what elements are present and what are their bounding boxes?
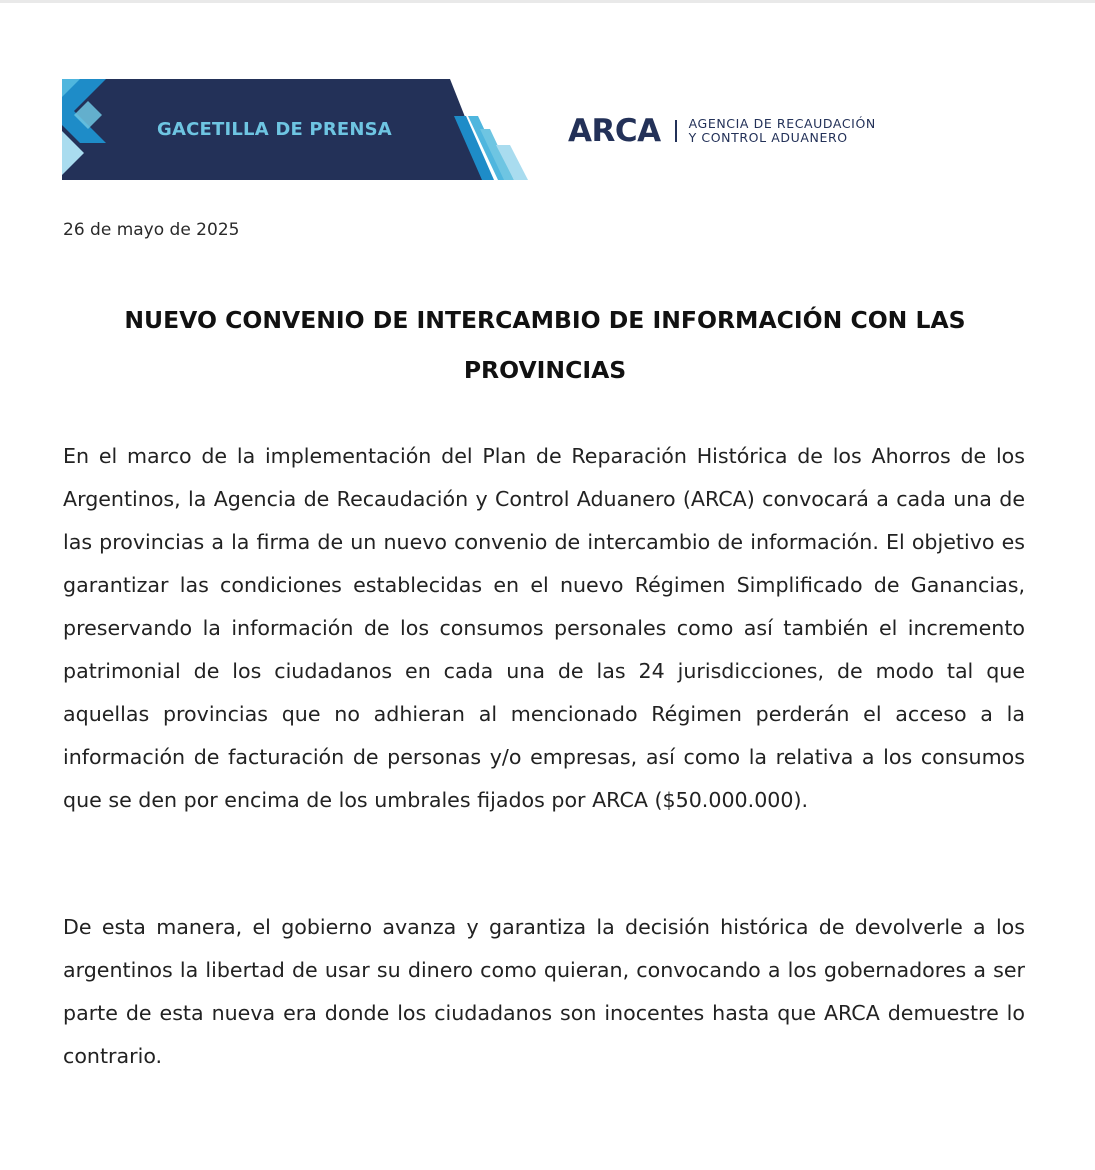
arca-logo	[568, 108, 876, 154]
brand-name: ARCA	[568, 113, 661, 149]
press-release-banner	[62, 79, 530, 180]
document-date: 26 de mayo de 2025	[63, 220, 240, 240]
brand-subtitle-line1: AGENCIA DE RECAUDACIÓN	[688, 116, 876, 131]
body-paragraph-2: De esta manera, el gobierno avanza y garantiza la decisión histórica de devolverle a los argentinos la libertad de usar su dinero como quieran, convocando a los gobernadores a ser parte de esta nueva era donde los ciudadanos son inocentes hasta que ARCA demuestre lo contrario.	[63, 915, 1025, 1068]
brand-divider	[675, 120, 677, 142]
brand-subtitle	[689, 117, 876, 145]
body-paragraph-1: En el marco de la implementación del Plan de Reparación Histórica de los Ahorros de los Argentinos, la Agencia de Recaudación y Control Aduanero (ARCA) convocará a cada una de las provincias a la firma de un nuevo convenio de intercambio de información. El objetivo es garantizar las condiciones establecidas en el nuevo Régimen Simplificado de Ganancias, preservando la información de los consumos personales como así también el incremento patrimonial de los ciudadanos en cada una de las 24 jurisdicciones, de modo tal que aquellas provincias que no adhieran al mencionado Régimen perderán el acceso a la información de facturación de personas y/o empresas, así como la relativa a los consumos que se den por encima de los umbrales fijados por ARCA ($50.000.000).	[63, 444, 1025, 812]
brand-subtitle-line2: Y CONTROL ADUANERO	[688, 130, 848, 145]
top-edge	[0, 0, 1095, 3]
document-title: NUEVO CONVENIO DE INTERCAMBIO DE INFORMACIÓN CON LAS PROVINCIAS	[124, 306, 966, 384]
banner-label: GACETILLA DE PRENSA	[157, 119, 392, 140]
